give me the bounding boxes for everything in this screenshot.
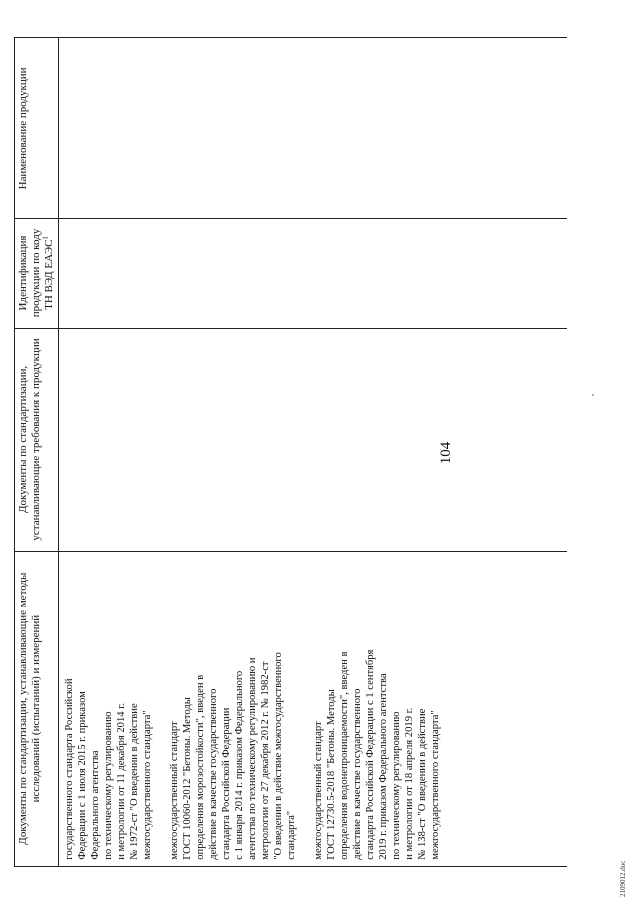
header-footnote-mark: 1 <box>41 236 50 240</box>
header-requirements-docs: Документы по стандартизации, устанавливающие требования к продукции <box>15 328 59 551</box>
header-methods-docs: Документы по стандартизации, устанавливающие методы исследований (испытаний) и измерений <box>15 551 59 866</box>
header-product-name: Наименование продукции <box>15 38 59 219</box>
header-tn-ved-code <box>15 218 59 328</box>
standards-table <box>14 37 567 867</box>
page-number: 104 <box>438 441 454 465</box>
methods-entry-continued: государственного стандарта Российской Федерации с 1 июля 2015 г. приказом Федерального агентства по техническому регулированию и метрологии от 11 декабря 2014 г. № 1972-ст "О введении в действие межгосударственного стандарта" <box>64 678 153 860</box>
scan-dot <box>592 394 594 396</box>
table-row <box>59 38 568 867</box>
cell-product-name <box>59 38 568 219</box>
cell-requirements-docs <box>59 328 568 551</box>
methods-entry-gost-10060: межгосударственный стандарт ГОСТ 10060-2012 "Бетоны. Методы определения морозостойкости", введен в действие в качестве государственного стандарта Российской Федерации с 1 января 2014 г. приказом Федерального агентства по техническому регулированию и метрологии от 27 декабря 2012 г. № 1982-ст "О введении в действие межгосударственного стандарта" <box>169 652 297 860</box>
header-tn-ved-code-text: Идентификация продукции по коду ТН ВЭД ЕАЭС <box>17 229 55 318</box>
cell-methods-docs <box>59 551 568 866</box>
cell-tn-ved-code <box>59 218 568 328</box>
table-header-row <box>15 38 59 867</box>
document-footer-code: 2109012.doc <box>619 860 627 897</box>
methods-entry-gost-12730-5: межгосударственный стандарт ГОСТ 12730.5-2018 "Бетоны. Методы определения водонепроницаемости", введен в действие в качестве государственного стандарта Российской Федерации с 1 сентября 2019 г. приказом Федерального агентства по техническому регулированию и метрологии от 18 апреля 2019 г. № 138-ст "О введении в действие межгосударственного стандарта" <box>313 649 441 860</box>
